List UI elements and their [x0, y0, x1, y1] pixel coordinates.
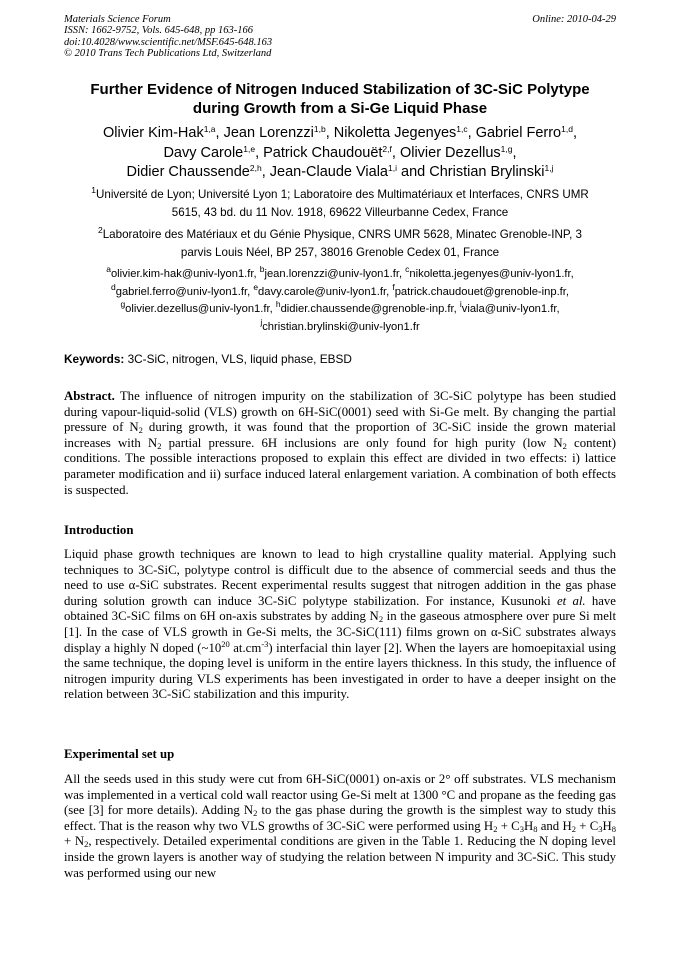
- email-address: nikoletta.jegenyes@univ-lyon1.fr: [409, 268, 571, 280]
- subscript: 8: [611, 823, 616, 834]
- subscript: 3: [598, 823, 603, 834]
- subscript: 2: [253, 808, 258, 819]
- author-list: [64, 124, 616, 183]
- abstract-label: Abstract.: [64, 389, 115, 403]
- online-date: Online: 2010-04-29: [532, 14, 616, 25]
- email-mark: j: [260, 316, 263, 327]
- subscript: 2: [378, 614, 384, 625]
- email-mark: e: [253, 281, 259, 292]
- body-text: + C: [575, 818, 599, 833]
- author-line-1: Olivier Kim-Hak$^{1,a}$, Jean Lorenzzi$^{1,b}$, Nikoletta Jegenyes$^{1,c}$, Gabriel Ferro$^{1,d}$,: [103, 124, 577, 141]
- experimental-paragraph: [64, 772, 616, 881]
- email-mark: a: [106, 264, 111, 274]
- author-name: Gabriel Ferro: [475, 125, 562, 141]
- abstract-text: The influence of nitrogen impurity on the stabilization of 3C-SiC polytype has been studied during vapour-liquid-solid (VLS) growth on 6H-SiC(0001) seed with Si-Ge melt. By changing the partial pressure of N: [64, 389, 617, 435]
- superscript: -3: [261, 638, 269, 649]
- author-line-3: Didier Chaussende$^{2,h}$, Jean-Claude Viala$^{1,i}$ and Christian Brylinski$^{1,j}$: [126, 163, 554, 180]
- author-name: Jean-Claude Viala: [269, 164, 388, 180]
- author-affiliation-mark: 1,j: [544, 163, 554, 173]
- abstract-text: partial pressure. 6H inclusions are only found for high purity (low N: [161, 435, 563, 450]
- body-text-italic: et al.: [556, 593, 586, 608]
- author-affiliation-mark: 1,a: [203, 124, 216, 134]
- email-line-2: $^d$gabriel.ferro@univ-lyon1.fr, $^e$davy.carole@univ-lyon1.fr, $^f$patrick.chaudouet@grenoble-inp.fr,: [110, 281, 570, 298]
- author-name: Patrick Chaudouët: [263, 144, 383, 161]
- subscript: 2: [84, 839, 89, 850]
- doi-line: doi:10.4028/www.scientific.net/MSF.645-648.163: [64, 36, 273, 48]
- email-line-4: [64, 316, 616, 337]
- email-mark: f: [392, 281, 395, 292]
- subscript: 8: [533, 823, 538, 834]
- author-affiliation-mark: 2,f: [382, 143, 392, 154]
- journal-name: Materials Science Forum: [64, 14, 171, 25]
- email-mark: c: [405, 264, 410, 274]
- body-text: and H: [537, 818, 572, 833]
- author-affiliation-mark: 1,g: [500, 143, 513, 154]
- body-text: + N: [64, 834, 85, 849]
- body-text: , respectively. Detailed experimental conditions are given in the Table 1. Reducing the N doping level inside the grown layers is another way of studying the relation between N impurity and 3C-SiC. This study was performed using our new: [64, 834, 616, 880]
- subscript: 2: [138, 425, 143, 436]
- author-affiliation-mark: 1,e: [243, 143, 256, 154]
- subscript: 3: [519, 823, 524, 834]
- affiliation-line: Laboratoire des Matériaux et du Génie Physique, CNRS UMR 5628, Minatec Grenoble-INP, 3: [102, 228, 582, 241]
- body-text: All the seeds used in this study were cut from 6H-SiC(0001) on-axis or 2° off substrates. VLS mechanism was implemented in a vertical cold wall reactor using Ge-Si melt at 1300 °C and propane as the feeding gas (see [3] for more details). Adding N: [64, 772, 616, 818]
- email-address: viala@univ-lyon1.fr: [461, 303, 557, 315]
- subscript: 2: [157, 440, 162, 451]
- author-name: Davy Carole: [163, 144, 244, 161]
- subscript: 2: [493, 823, 498, 834]
- keywords: [64, 352, 616, 367]
- email-address: christian.brylinski@univ-lyon1.fr: [262, 320, 420, 333]
- affiliation-mark: 1: [91, 185, 96, 195]
- affiliation-1: [64, 186, 616, 222]
- affiliation-mark: 2: [98, 225, 103, 235]
- email-address: olivier.dezellus@univ-lyon1.fr: [125, 303, 270, 315]
- body-text: H: [602, 818, 612, 833]
- author-name: Nikoletta Jegenyes: [333, 125, 457, 141]
- title-line-2: during Growth from a Si-Ge Liquid Phase: [192, 100, 488, 117]
- issn-line: ISSN: 1662-9752, Vols. 645-648, pp 163-166: [64, 25, 253, 37]
- author-name: Jean Lorenzzi: [223, 125, 314, 141]
- email-mark: g: [120, 299, 126, 309]
- author-affiliation-mark: 1,b: [313, 124, 326, 134]
- author-affiliation-mark: 2,h: [249, 163, 262, 173]
- affiliation-line: Université de Lyon; Université Lyon 1; Laboratoire des Multimatériaux et Interfaces, CNRS UMR: [96, 188, 589, 201]
- author-line-2: Davy Carole$^{1,e}$, Patrick Chaudouët$^{2,f}$, Olivier Dezellus$^{1,g}$,: [163, 143, 517, 161]
- author-affiliation-mark: 1,d: [561, 124, 573, 134]
- body-text: to the gas phase during the growth is the simplest way to study this effect. That is the reason why two VLS growths of 3C-SiC were performed using H: [64, 803, 616, 833]
- superscript: 20: [221, 638, 230, 649]
- author-connector: and: [401, 164, 426, 180]
- introduction-paragraph: [64, 547, 616, 703]
- email-address: gabriel.ferro@univ-lyon1.fr: [115, 285, 248, 298]
- body-text: have obtained 3C-SiC films on 6H on-axis substrates by adding N: [64, 593, 616, 624]
- email-mark: d: [110, 281, 116, 292]
- copyright-line: © 2010 Trans Tech Publications Ltd, Switzerland: [64, 48, 272, 60]
- abstract-text: content) conditions. The possible interactions proposed to explain this effect are divided in two effects: i) lattice parameter modification and ii) surface induced lateral enlargement variation. A combination of both effects is suspected.: [64, 435, 616, 497]
- author-name: Olivier Dezellus: [399, 144, 501, 161]
- journal-header: [64, 14, 616, 60]
- keywords-text: 3C-SiC, nitrogen, VLS, liquid phase, EBSD: [127, 352, 352, 366]
- title-line-1: Further Evidence of Nitrogen Induced Stabilization of 3C-SiC Polytype: [90, 81, 590, 98]
- email-line-3: $^g$olivier.dezellus@univ-lyon1.fr, $^h$didier.chaussende@grenoble-inp.fr, $^i$viala@univ-lyon1.fr,: [120, 299, 560, 315]
- section-heading-introduction: Introduction: [64, 523, 134, 537]
- affiliation-line: 5615, 43 bd. du 11 Nov. 1918, 69622 Villeurbanne Cedex, France: [171, 206, 509, 219]
- body-text: in the gaseous atmosphere over pure Si melt [1]. In the case of VLS growth in Ge-Si melts, the 3C-SiC(111) films grown on α-SiC substrates always display a highly N doped (~10: [64, 609, 617, 655]
- email-address: patrick.chaudouet@grenoble-inp.fr: [394, 285, 566, 298]
- email-mark: b: [259, 264, 265, 274]
- body-text: at.cm: [229, 640, 262, 655]
- author-name: Didier Chaussende: [126, 164, 250, 180]
- email-mark: i: [459, 299, 462, 309]
- author-name: Olivier Kim-Hak: [103, 125, 204, 141]
- email-address: jean.lorenzzi@univ-lyon1.fr: [264, 268, 399, 280]
- body-text: H: [523, 818, 534, 833]
- body-text: Liquid phase growth techniques are known to lead to high crystalline quality material. Applying such techniques to 3C-SiC, polytype control is difficult due to the absence of commercial seeds and thus the need to use α-SiC substrates. Recent experimental results suggest that nitrogen addition in the gas phase during solution growth can induce 3C-SiC polytype stabilization. For instance, Kusunoki: [64, 547, 616, 608]
- abstract-text: during growth, it was found that the proportion of 3C-SiC inside the grown material increases with N: [64, 420, 616, 450]
- body-text: + C: [497, 818, 520, 833]
- email-address: didier.chaussende@grenoble-inp.fr: [280, 303, 454, 315]
- subscript: 2: [562, 440, 567, 451]
- author-affiliation-mark: 1,c: [456, 124, 468, 134]
- email-address: olivier.kim-hak@univ-lyon1.fr: [110, 268, 254, 280]
- keywords-label: Keywords:: [64, 352, 125, 366]
- section-heading-experimental: Experimental set up: [64, 747, 175, 761]
- affiliation-2: [64, 226, 616, 262]
- subscript: 2: [571, 823, 576, 834]
- email-list: [64, 266, 616, 336]
- abstract: [64, 389, 616, 498]
- body-text: ) interfacial thin layer [2]. When the layers are homoepitaxial using the same technique, the doping level is uniform in the entire layers thickness. In this study, the influence of nitrogen impurity during VLS experiments has been investigated in order to have a deeper insight on the relation between 3C-SiC stabilization and this impurity.: [64, 640, 616, 702]
- author-name: Christian Brylinski: [429, 164, 545, 180]
- email-address: davy.carole@univ-lyon1.fr: [258, 285, 387, 298]
- affiliation-line: parvis Louis Néel, BP 257, 38016 Grenoble Cedex 01, France: [180, 246, 500, 259]
- email-mark: h: [275, 299, 281, 309]
- email-line-1: $^a$olivier.kim-hak@univ-lyon1.fr, $^b$jean.lorenzzi@univ-lyon1.fr, $^c$nikoletta.jegenyes@univ-lyon1.fr,: [106, 264, 574, 280]
- author-affiliation-mark: 1,i: [387, 163, 397, 173]
- paper-title: [64, 80, 616, 118]
